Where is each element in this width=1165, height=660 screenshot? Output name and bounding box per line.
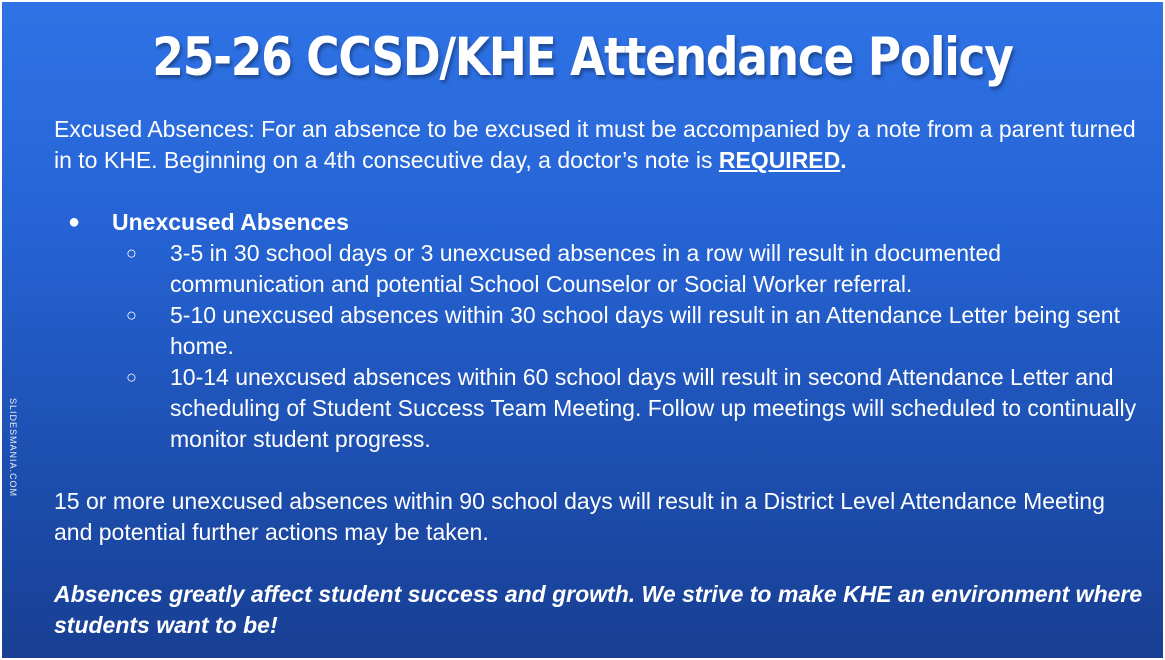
sub-bullet-icon: ○ — [126, 243, 137, 263]
list-item-text: 3-5 in 30 school days or 3 unexcused absences in a row will result in documented communication and potential School Counselor or Social Worker referral. — [170, 240, 1002, 297]
list-item — [54, 300, 1144, 362]
slide-title: 25-26 CCSD/KHE Attendance Policy — [152, 27, 1013, 88]
excused-paragraph — [54, 114, 1144, 176]
sub-bullet-icon: ○ — [126, 367, 137, 387]
district-paragraph: 15 or more unexcused absences within 90 school days will result in a District Level Attendance Meeting and potential further actions may be taken. — [54, 488, 1105, 545]
excused-end: . — [840, 147, 847, 173]
list-item — [54, 238, 1144, 300]
required-emphasis: REQUIRED — [718, 147, 841, 173]
excused-text: Excused Absences: For an absence to be excused it must be accompanied by a note from a parent turned in to KHE. Beginning on a 4th consecutive day, a doctor’s note is — [54, 116, 1136, 173]
slide — [2, 2, 1163, 658]
spacer — [54, 176, 1144, 207]
unexcused-heading — [54, 207, 1144, 238]
list-item-text: 10-14 unexcused absences within 60 school days will result in second Attendance Letter and scheduling of Student Success Team Meeting. Follow up meetings will scheduled to continually monitor student progress. — [170, 364, 1137, 452]
list-item — [54, 362, 1144, 455]
spacer — [54, 455, 1144, 486]
closing-statement: Absences greatly affect student success and growth. We strive to make KHE an environment where students want to be! — [54, 581, 1143, 638]
sub-bullet-icon: ○ — [126, 305, 137, 325]
unexcused-heading-text: Unexcused Absences — [112, 209, 349, 235]
bullet-icon: ● — [68, 211, 81, 233]
slide-body — [54, 114, 1144, 641]
list-item-text: 5-10 unexcused absences within 30 school days will result in an Attendance Letter being sent home. — [170, 302, 1120, 359]
spacer — [54, 548, 1144, 579]
watermark: SLIDESMANIA.COM — [8, 398, 18, 498]
